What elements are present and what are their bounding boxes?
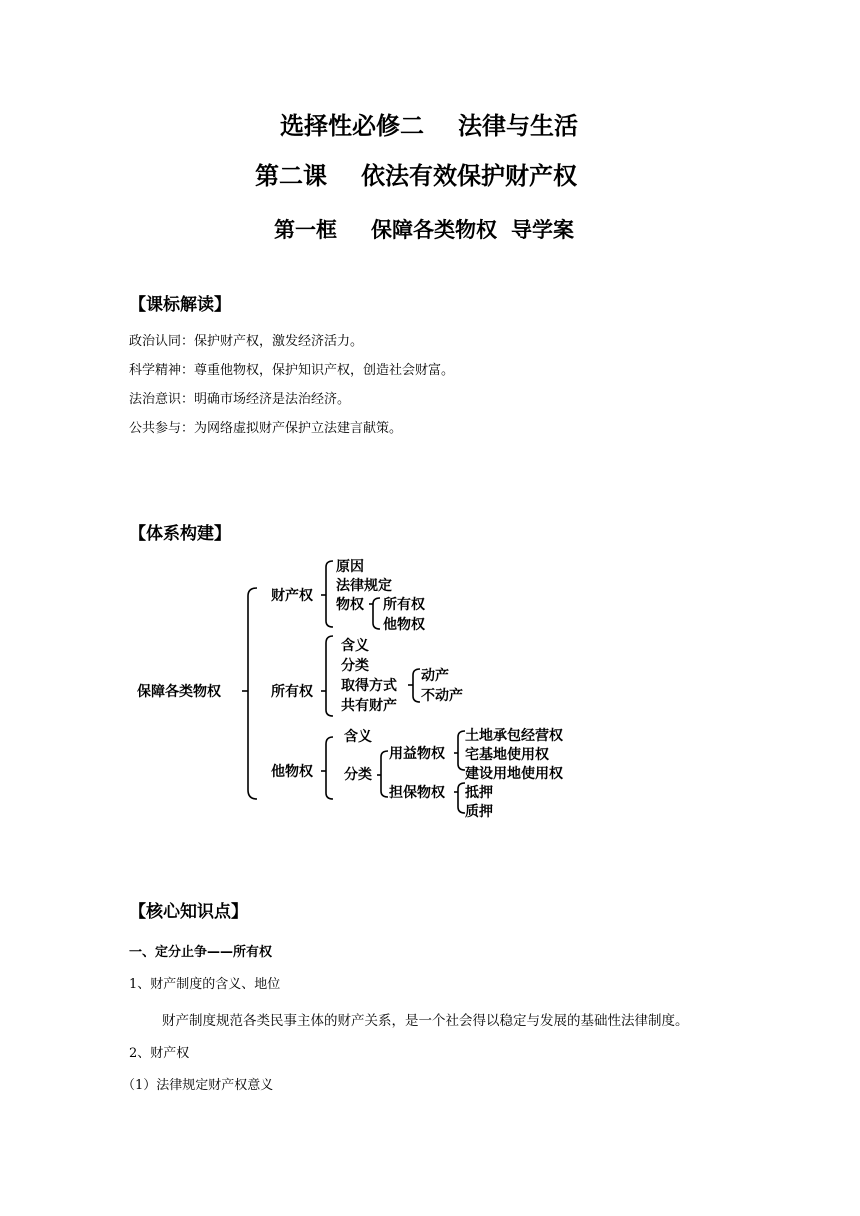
core-item: 2、财产权	[129, 1046, 190, 1061]
core-heading: 【核心知识点】	[129, 902, 248, 922]
map-node-meaning: 含义	[341, 638, 369, 654]
core-paragraph: 财产制度规范各类民事主体的财产关系，是一个社会得以稳定与发展的基础性法律制度。	[162, 1013, 689, 1029]
map-node-ownership: 所有权	[383, 597, 425, 613]
standards-item: 公共参与：为网络虚拟财产保护立法建言献策。	[129, 421, 403, 436]
map-sub-brace	[373, 598, 380, 629]
map-node-real-right: 物权	[336, 597, 364, 613]
map-branch-brace	[326, 561, 333, 627]
core-subitem: （1）法律规定财产权意义	[122, 1078, 274, 1093]
map-branch-ownership: 所有权	[271, 684, 313, 700]
map-node-homestead: 宅基地使用权	[465, 747, 549, 763]
standards-item: 科学精神：尊重他物权，保护知识产权，创造社会财富。	[129, 363, 455, 378]
map-node-security-right: 担保物权	[389, 785, 445, 801]
course-code: 选择性必修二	[280, 112, 424, 140]
core-part-title: 一、定分止争——所有权	[129, 945, 273, 960]
map-node-acquisition: 取得方式	[341, 678, 397, 694]
standards-item: 政治认同：保护财产权，激发经济活力。	[129, 334, 364, 349]
map-node-usufruct: 用益物权	[389, 746, 445, 762]
map-node-reason: 原因	[336, 559, 364, 575]
standards-heading: 【课标解读】	[129, 295, 231, 315]
map-branch-brace	[326, 737, 333, 799]
map-sub-brace	[381, 751, 388, 797]
frame-name: 保障各类物权	[371, 218, 497, 242]
frame-tag: 导学案	[511, 218, 574, 242]
map-branch-property-right: 财产权	[271, 588, 313, 604]
map-node-mortgage: 抵押	[465, 785, 493, 801]
map-node-common-property: 共有财产	[341, 698, 397, 714]
map-node-pledge: 质押	[465, 804, 493, 820]
map-node-legal: 法律规定	[336, 578, 392, 594]
map-branch-other-right: 他物权	[271, 764, 313, 780]
map-root: 保障各类物权	[137, 684, 221, 700]
map-node-other-right: 他物权	[383, 617, 425, 633]
map-root-brace	[248, 588, 257, 799]
core-item: 1、财产制度的含义、地位	[129, 977, 281, 992]
map-sub-brace	[458, 783, 465, 813]
frame-number: 第一框	[274, 218, 337, 242]
system-heading: 【体系构建】	[129, 524, 231, 544]
lesson-number: 第二课	[255, 162, 327, 190]
map-sub-brace	[458, 731, 465, 770]
map-node-category: 分类	[344, 767, 372, 783]
standards-item: 法治意识：明确市场经济是法治经济。	[129, 392, 351, 407]
map-node-meaning: 含义	[344, 729, 372, 745]
map-node-construction-land: 建设用地使用权	[465, 766, 563, 782]
lesson-name: 依法有效保护财产权	[361, 162, 577, 190]
map-node-immovable: 不动产	[421, 688, 463, 704]
map-node-movable: 动产	[421, 668, 449, 684]
course-name: 法律与生活	[458, 112, 578, 140]
map-node-land-contract: 土地承包经营权	[465, 728, 563, 744]
map-node-category: 分类	[341, 658, 369, 674]
map-sub-brace	[413, 669, 420, 702]
map-branch-brace	[326, 636, 333, 716]
